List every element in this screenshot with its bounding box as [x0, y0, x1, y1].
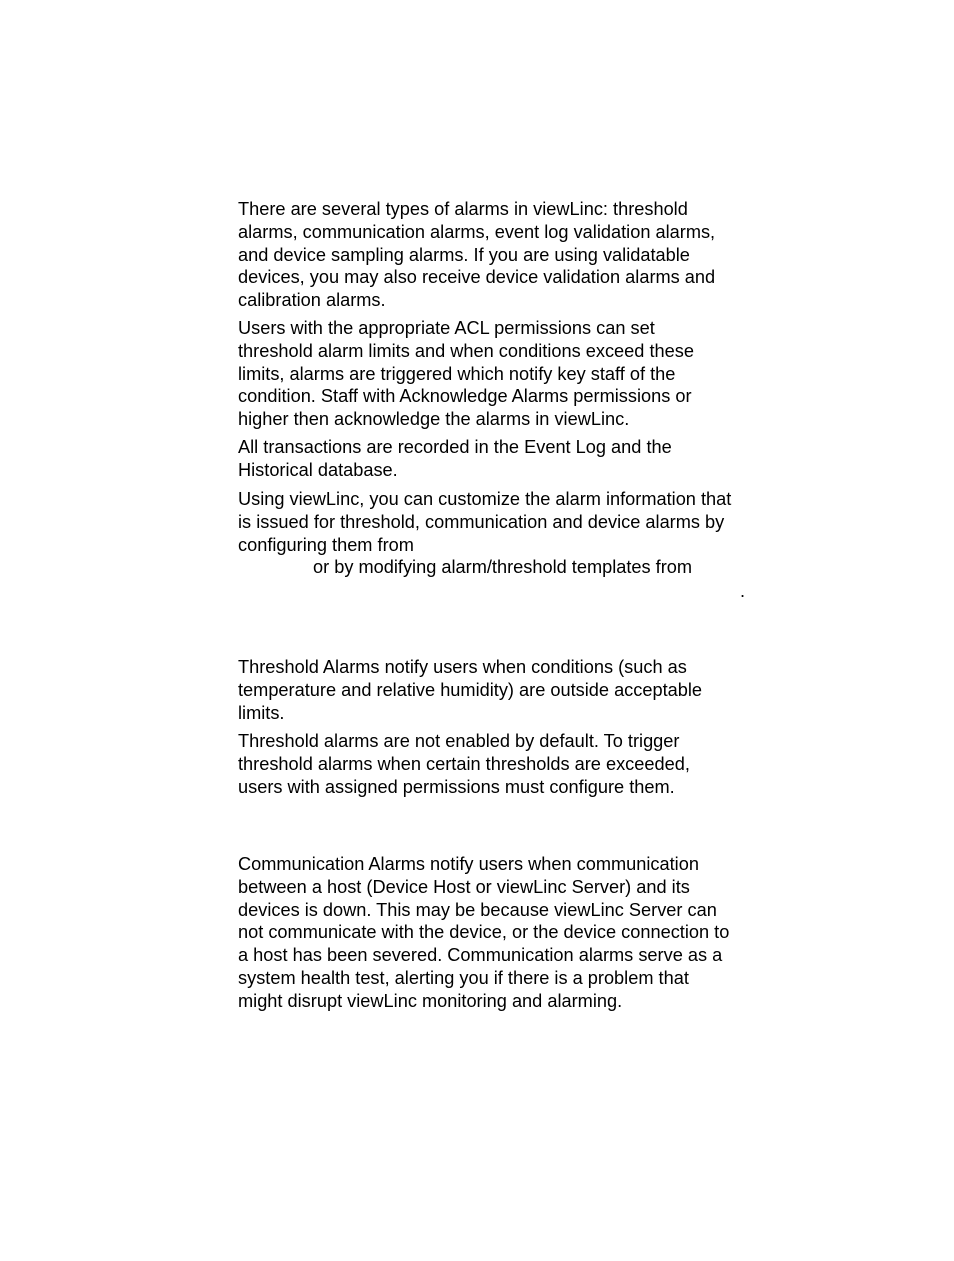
- alarm-types-paragraph: There are several types of alarms in viewLinc: threshold alarms, communication alarms, event log validation alarms, and device sampling alarms. If you are using validatable devices, you may also receive device validation alarms and calibration alarms.: [238, 199, 716, 311]
- transactions-paragraph: All transactions are recorded in the Event Log and the Historical database.: [238, 437, 672, 480]
- communication-alarms-description: Communication Alarms notify users when communication between a host (Device Host or viewLinc Server) and its devices is down. This may be because viewLinc Server can not communicate with the device, or the device connection to a host has been severed. Communication alarms serve as a system health test, alerting you if there is a problem that might disrupt viewLinc monitoring and alarming.: [238, 854, 730, 1011]
- threshold-alarms-description: Threshold Alarms notify users when conditions (such as temperature and relative humidity) are outside acceptable limits.: [238, 657, 703, 723]
- customize-alarms-paragraph: Using viewLinc, you can customize the alarm information that is issued for threshold, communication and device alarms by configuring them from: [238, 489, 732, 555]
- acl-permissions-paragraph: Users with the appropriate ACL permissions can set threshold alarm limits and when conditions exceed these limits, alarms are triggered which notify key staff of the condition. Staff with Acknowledge Alarms permissions or higher then acknowledge the alarms in viewLinc.: [238, 318, 694, 430]
- customize-alarms-continuation: or by modifying alarm/threshold templates from: [313, 557, 693, 577]
- threshold-alarms-default-note: Threshold alarms are not enabled by default. To trigger threshold alarms when certain thresholds are exceeded, users with assigned permissions must configure them.: [238, 731, 690, 797]
- customize-alarms-period: .: [740, 581, 746, 601]
